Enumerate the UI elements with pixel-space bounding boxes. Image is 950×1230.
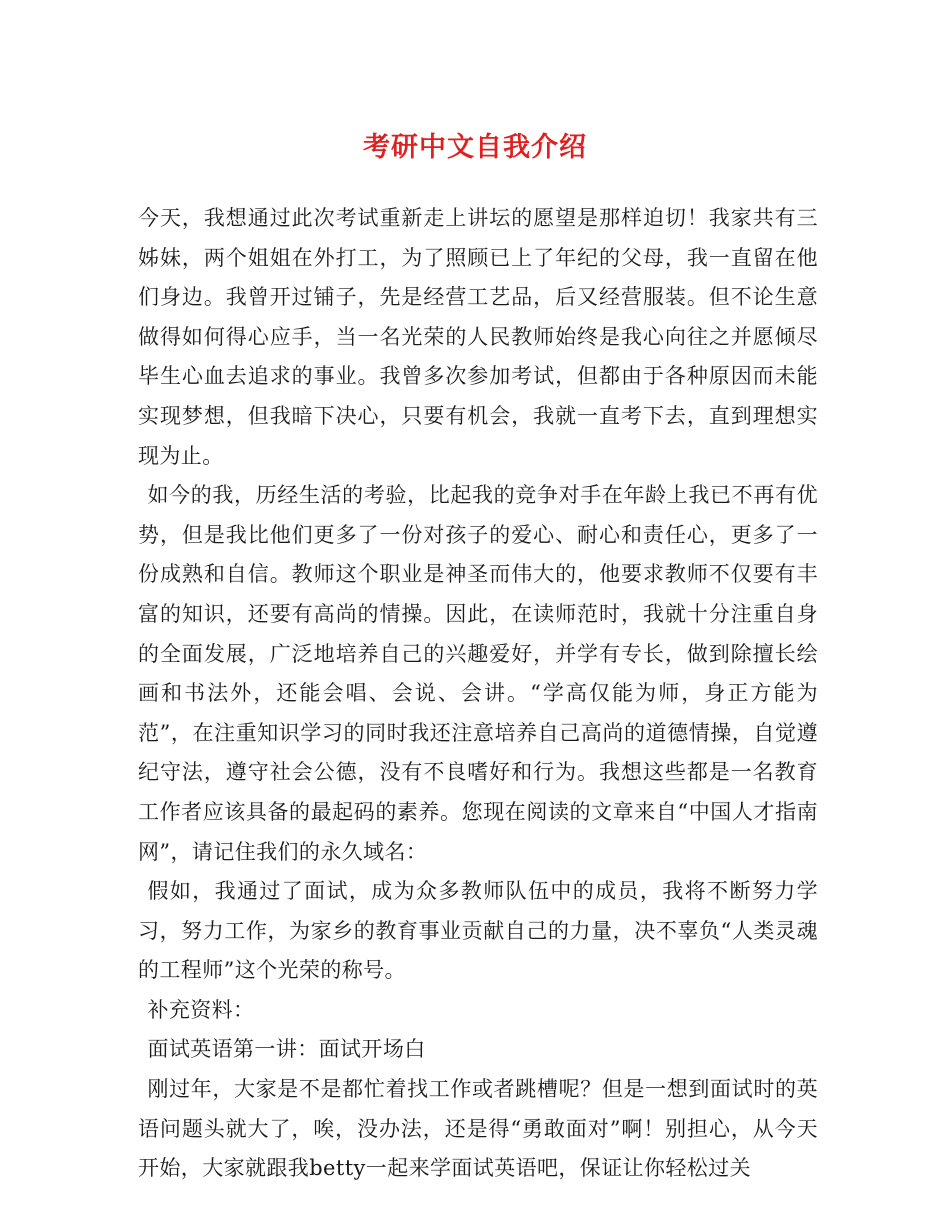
paragraph-lesson-title: 面试英语第一讲：面试开场白 xyxy=(147,1037,426,1062)
paragraph-supplement-label: 补充资料： xyxy=(147,997,255,1022)
document-title: 考研中文自我介绍 xyxy=(363,132,587,163)
paragraph-advantages: 如今的我，历经生活的考验，比起我的竞争对手在年龄上我已不再有优势，但是我比他们更多了一份对孩子的爱心、耐心和责任心，更多了一份成熟和自信。教师这个职业是神圣而伟大的，他要求教师不仅要有丰富的知识，还要有高尚的情操。因此，在读师范时，我就十分注重自身的全面发展，广泛地培养自己的兴趣爱好，并学有专长，做到除擅长绘画和书法外，还能会唱、会说、会讲。“学高仅能为师，身正方能为范”，在注重知识学习的同时我还注意培养自己高尚的道德情操，自觉遵纪守法，遵守社会公德，没有不良嗜好和行为。我想这些都是一名教育工作者应该具备的最起码的素养。您现在阅读的文章来自“中国人才指南网”，请记住我们的永久域名： xyxy=(138,483,818,864)
paragraph-intro: 今天，我想通过此次考试重新走上讲坛的愿望是那样迫切！我家共有三姊妹，两个姐姐在外打工，为了照顾已上了年纪的父母，我一直留在他们身边。我曾开过铺子，先是经营工艺品，后又经营服装。但不论生意做得如何得心应手，当一名光荣的人民教师始终是我心向往之并愿倾尽毕生心血去追求的事业。我曾多次参加考试，但都由于各种原因而未能实现梦想，但我暗下决心，只要有机会，我就一直考下去，直到理想实现为止。 xyxy=(138,206,818,468)
paragraph-lesson-intro: 刚过年，大家是不是都忙着找工作或者跳槽呢？但是一想到面试时的英语问题头就大了，唉，没办法，还是得“勇敢面对”啊！别担心，从今天开始，大家就跟我betty一起来学面试英语吧，保证让你轻松过关 xyxy=(138,1077,818,1181)
paragraph-commitment: 假如，我通过了面试，成为众多教师队伍中的成员，我将不断努力学习，努力工作，为家乡的教育事业贡献自己的力量，决不辜负“人类灵魂的工程师”这个光荣的称号。 xyxy=(138,879,818,983)
document-body xyxy=(138,199,818,1189)
